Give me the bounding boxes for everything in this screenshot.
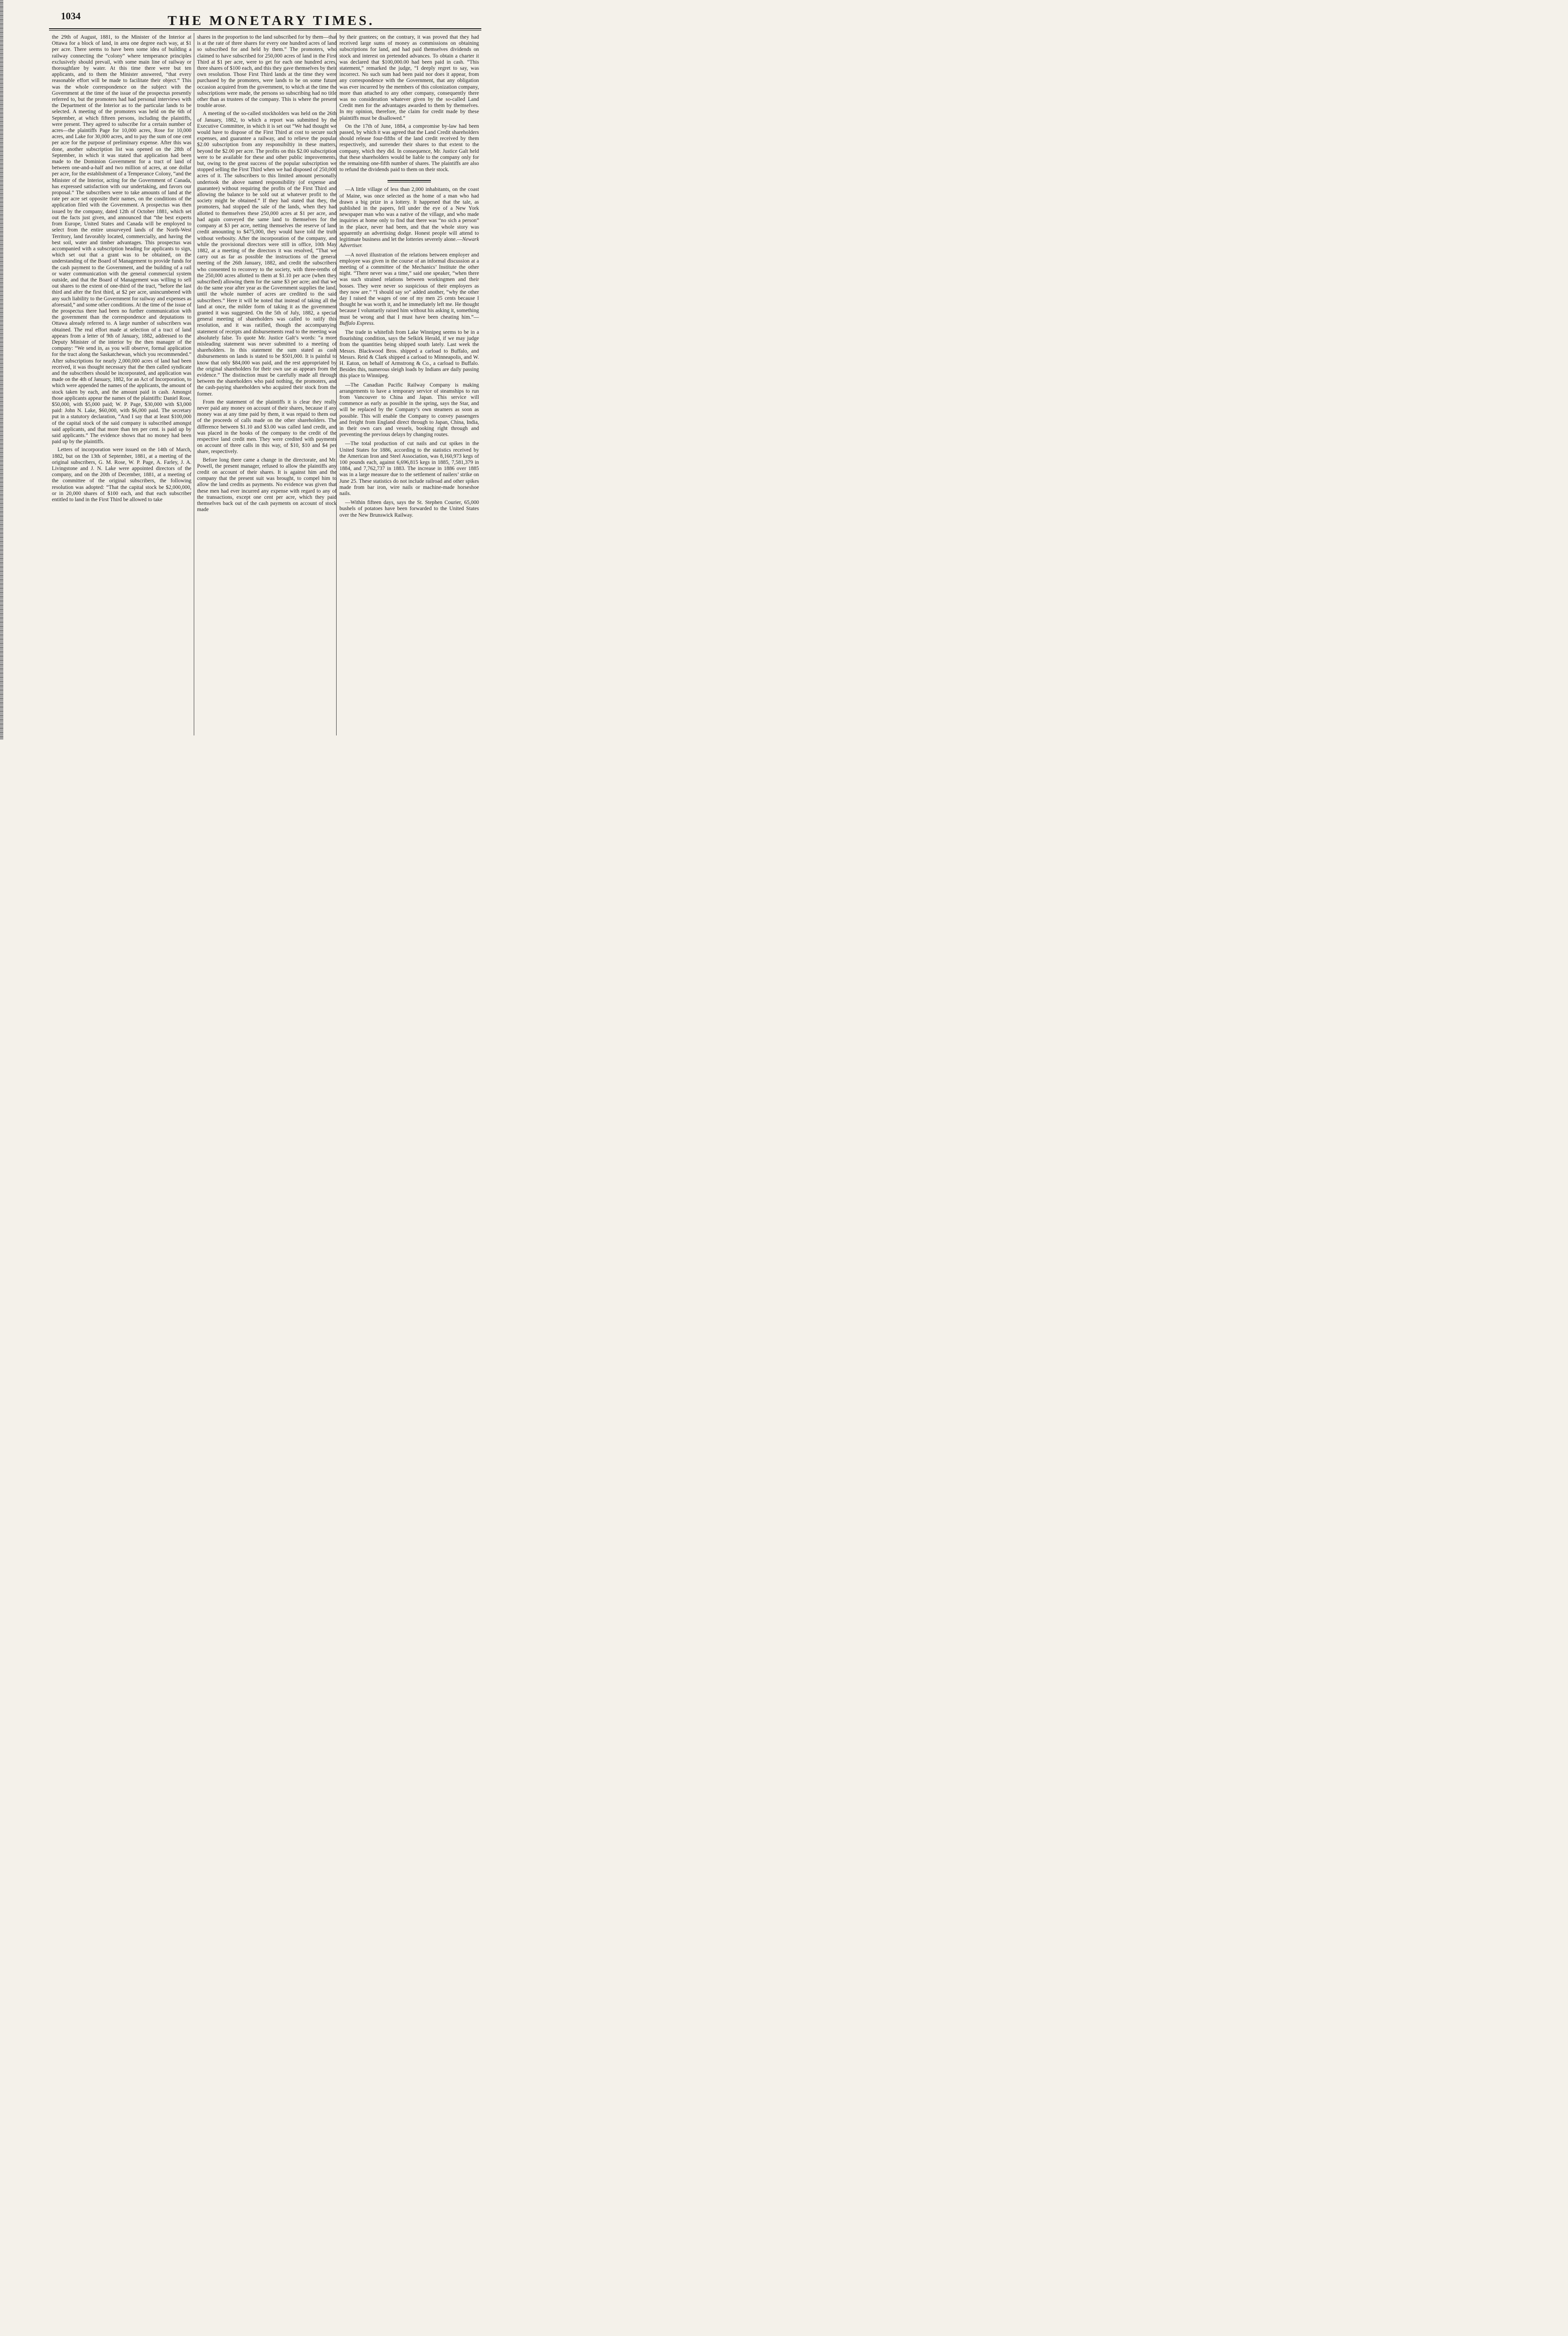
column-2	[197, 34, 337, 737]
item-source: Newark Advertiser.	[339, 237, 479, 249]
paragraph: Before long there came a change in the directorate, and Mr. Powell, the present manager, refused to allow the plaintiffs any credit on account of their shares. It is against him and the company that the present suit was brought, to compel him to allow the land credits as payments. No evidence was given that these men had ever incurred any expense with regard to any of the transactions, except one cent per acre, which they paid themselves back out of the cash payments on account of stock made	[197, 457, 337, 513]
news-item-maine-lottery	[339, 187, 479, 249]
item-text: —A little village of less than 2,000 inhabitants, on the coast of Maine, was once selected as the home of a man who had drawn a big prize in a lottery. It happened that the tale, as published in the papers, fell under the eye of a New York newspaper man who was a native of the village, and who made inquiries at home only to find that there was “no sich a person” in the place, never had been, and that the whole story was apparently an advertising dodge. Honest people will attend to legitimate business and let the lotteries severely alone.—	[339, 187, 479, 243]
news-item-nails: —The total production of cut nails and cut spikes in the United States for 1886, according to the statistics received by the American Iron and Steel Association, was 8,160,973 kegs of 100 pounds each, against 6,696,815 kegs in 1885, 7,581,379 in 1884, and 7,762,737 in 1883. The increase in 1886 over 1885 was in a large measure due to the settlement of nailers’ strike on June 25. These statistics do not include railroad and other spikes made from bar iron, wire nails or machine-made horseshoe nails.	[339, 441, 479, 497]
paragraph: A meeting of the so-called stockholders was held on the 26th of January, 1882, to which a report was submitted by the Executive Committee, in which it is set out “We had thought we would have to dispose of the First Third at cost to secure such expenses, and guarantee a railway, and to relieve the popular $2.00 subscription from any responsibiltiy in these matters, beyond the $2.00 per acre. The profits on this $2.00 subscription were to be available for these and other public improvements, but, owing to the great success of the popular subscription we stopped selling the First Third when we had disposed of 250,000 acres of it. The subscribers to this limited amount personally undertook the above named responsibility (of expense and guarantee) without requiring the profits of the First Third and allowing the balance to be sold out at whatever profit to the society might be obtained.” If they had stated that they, the promoters, had stopped the sale of the lands, when they had allotted to themselves these 250,000 acres at $1 per acre, and had again conveyed the same land to themselves for the company at $3 per acre, netting themselves the reserve of land credit amounting to $475,000, they would have told the truth without verbosity. After the incorporation of the company, and while the provisional directors were still in office, 10th May 1882, at a meeting of the directors it was resolved, “That we carry out as far as possible the instructions of the general meeting of the 26th January, 1882, and credit the subscribers who consented to reconvey to the society, with three-tenths of the 250,000 acres allotted to them at $1.10 per acre (when they subscribed) allowing them for the same $3 per acre; and that we do the same year after year as the Government supplies the land, until the whole number of acres are credited to the said subscribers.” Here it will be noted that instead of taking all the land at once, the milder form of taking it as the government granted it was suggested. On the 5th of July, 1882, a special general meeting of shareholders was called to ratify this resolution, and it was ratified, though the accompanying statement of receipts and disbursements read to the meeting was absolutely false. To quote Mr. Justice Galt’s words: “a more misleading statement was never submitted to a meeting of shareholders. In this statement the sum stated as cash disbursements on lands is stated to be $501,000. It is painful to know that only $84,000 was paid, and the rest appropriated by the original shareholders for their own use as appears from the evidence.” The distinction must be carefully made all through between the shareholders who paid nothing, the promoters, and the cash-paying shareholders who acquired their stock from the former.	[197, 111, 337, 397]
news-item-cpr-steamships: —The Canadian Pacific Railway Company is making arrangements to have a temporary service of steamships to run from Vancouver to China and Japan. This service will commence as early as possible in the spring, says the Star, and will be replaced by the Company’s own steamers as soon as possible. This will enable the Company to convey passengers and freight from England direct through to Japan, China, India, in their own cars and vessels, booking right through and preventing the previous delays by changing routes.	[339, 382, 479, 438]
paragraph: Letters of incorporation were issued on the 14th of March, 1882, but on the 13th of September, 1881, at a meeting of the original subscribers, G. M. Rose, W. P. Page, A. Farley, J. A. Livingstone and J. N. Lake were appointed directors of the company, and on the 20th of December, 1881, at a meeting of the committee of the original subscribers, the following resolution was adopted: “That the capital stock be $2,000,000, or in 20,000 shares of $100 each, and that each subscriber entitled to land in the First Third be allowed to take	[52, 447, 191, 503]
paragraph: From the statement of the plaintiffs it is clear they really never paid any money on account of their shares, because if any money was at any time paid by them, it was repaid to them out of the proceeds of calls made on the other shareholders. The difference between $1.10 and $3.00 was called land credit, and was placed in the books of the company to the credit of the respective land credit men. They were credited with payments on account of three calls in this way, of $10, $10 and $4 per share, respectively.	[197, 399, 337, 455]
header-rule	[49, 28, 481, 29]
header-rule-thin	[49, 30, 481, 31]
column-3	[339, 34, 479, 737]
column-1	[52, 34, 191, 737]
paragraph: shares in the proportion to the land subscribed for by them—that is at the rate of three shares for every one hundred acres of land so subscribed for and held by them.” The promoters, who claimed to have subscribed for 250,000 acres of land in the First Third at $1 per acre, were to get for each one hundred acres, three shares of $100 each, and this they gave themselves by their own resolution. Those First Third lands at the time they were purchased by the promoters, were lands to be on some future occasion acquired from the government, to which at the time the subscriptions were made, the persons so subscribing had no title other than as trustees of the company. This is where the present trouble arose.	[197, 34, 337, 109]
section-divider	[339, 178, 479, 181]
page-number: 1034	[61, 10, 81, 22]
paragraph: by their grantees; on the contrary, it was proved that they had received large sums of money as commissions on obtaining subscriptions for land, and had paid themselves dividends on stock and interest on pretended advances. To obtain a charter it was declared that $100,000.00 had been paid in cash. “This statement,” remarked the judge, “I deeply regret to say, was incorrect. No such sum had been paid nor does it appear, from any correspondence with the Government, that any obligation was ever incurred by the members of this colonization company, more than attached to any other company, consequently there was no consideration whatever given by the so-called Land Credit men for the advantages awarded to them by themselves. In my opinion, therefore, the claim for credit made by these plaintiffs must be disallowed.”	[339, 34, 479, 121]
binding-edge	[0, 0, 3, 740]
news-item-employer-relations	[339, 252, 479, 327]
paragraph: On the 17th of June, 1884, a compromise by-law had been passed, by which it was agreed that the Land Credit shareholders should release four-fifths of the land credit received by them respectively, and surrender their shares to that extent to the company, which they did. In consequence, Mr. Justice Galt held that these shareholders would be liable to the company only for the remaining one-fifth number of shares. The plaintiffs are also to refund the dividends paid to them on their stock.	[339, 123, 479, 173]
news-item-whitefish: The trade in whitefish from Lake Winnipeg seems to be in a flourishing condition, says the Selkirk Herald, if we may judge from the quantities being shipped south lately. Last week the Messrs. Blackwood Bros. shipped a carload to Buffalo, and Messrs. Reid & Clark shipped a carload to Minneapolis, and W. H. Eaton, on behalf of Armstrong & Co., a carload to Buffalo. Besides this, numerous sleigh loads by Indians are daily passing this place to Winnipeg.	[339, 329, 479, 379]
item-text: —A novel illustration of the relations between employer and employee was given in the course of an informal discussion at a meeting of a committee of the Mechanics’ Institute the other night. “There never was a time,” said one speaker, “when there was such strained relations between workingmen and their bosses. They were never so suspicious of their employers as they now are.” “I should say so” added another, “why the other day I raised the wages of one of my men 25 cents because I thought he was worth it, and he immediately left me. He thought because I voluntarily raised him without his asking it, something must be wrong and that I must have been cheating him.”—	[339, 252, 479, 320]
item-source: Buffalo Express.	[339, 320, 375, 326]
news-item-potatoes: —Within fifteen days, says the St. Stephen Courier, 65,000 bushels of potatoes have been forwarded to the United States over the New Brunswick Railway.	[339, 500, 479, 518]
masthead-title: THE MONETARY TIMES.	[167, 13, 375, 28]
paragraph: the 29th of August, 1881, to the Minister of the Interior at Ottawa for a block of land, in area one degree each way, at $1 per acre. There seems to have been some idea of building a railway connecting the “colony” where temperance principles exclusively should prevail, with some main line of railway or thoroughfare by water. At this time there were but ten applicants, and to them the Minister answered, “that every reasonable effort will be made to facilitate their object.” This was the whole correspondence on the subject with the Government at the time of the issue of the prospectus presently referred to, but the promoters had had personal interviews with the Department of the Interior as to the particular lands to be selected. A meeting of the promoters was held on the 6th of September, at which fifteen persons, including the plaintiffs, were present. They agreed to subscribe for a certain number of acres—the plaintiffs Page for 10,000 acres, Rose for 10,000 acres, and Lake for 30,000 acres, and to pay the sum of one cent per acre for the purpose of preliminary expense. After this was done, another subscription list was opened on the 28th of September, in which it was stated that application had been made to the Dominion Government for a tract of land of between one-and-a-half and two million of acres, at one dollar per acre, for the establishment of a Temperance Colony, “and the Minister of the Interior, acting for the Government of Canada, has expressed satisfaction with our undertaking, and favors our proposal.” The subscribers were to take amounts of land at the rate per acre set opposite their names, on the conditions of the application filed with the Government. A prospectus was then issued by the company, dated 12th of October 1881, which set out the facts just given, and announced that “the best experts from Europe, United States and Canada will be employed to select from the entire unsurveyed lands of the North-West Territory, land favorably located, commercially, and having the best soil, water and timber advantages. This prospectus was accompanied with a subscription heading for applicants to sign, which set out that a grant was to be obtained, on the understanding of the Board of Management to provide funds for the cash payment to the Government, and the building of a rail or water communication with the general commercial system outside, and that the Board of Management was willing to sell out shares to the extent of one-third of the tract, “before the last third and after the first third, at $2 per acre, unincumbered with any such liability to the Government for railway and expenses as aforesaid,” and some other conditions. At the time of the issue of the prospectus there had been no further communication with the government than the correspondence and deputations to Ottawa already referred to. A large number of subscribers was obtained. The real effort made at selection of a tract of land appears from a letter of 9th of January, 1882, addressed to the Deputy Minister of the interior by the then manager of the company: “We send in, as you will observe, formal application for the tract along the Saskatchewan, which you recommended.” After subscriptions for nearly 2,000,000 acres of land had been received, it was thought necessary that the then called syndicate and the subscribers should be incorporated, and application was made on the 4th of January, 1882, for an Act of Incorporation, to which were appended the names of the applicants, the amount of stock taken by each, and the amount paid in cash. Amongst those applicants appear the names of the plaintiffs: Daniel Rose, $50,000, with $5,000 paid; W. P. Page, $30,000 with $3,000 paid: John N. Lake, $60,000, with $6,000 paid. The secretary put in a statutory declaration, “And I say that at least $100,000 of the capital stock of the said company is subscribed amongst said applicants, and that more than ten per cent. is paid up by said applicants.” The evidence shows that no money had been paid up by the plaintiffs.	[52, 34, 191, 445]
